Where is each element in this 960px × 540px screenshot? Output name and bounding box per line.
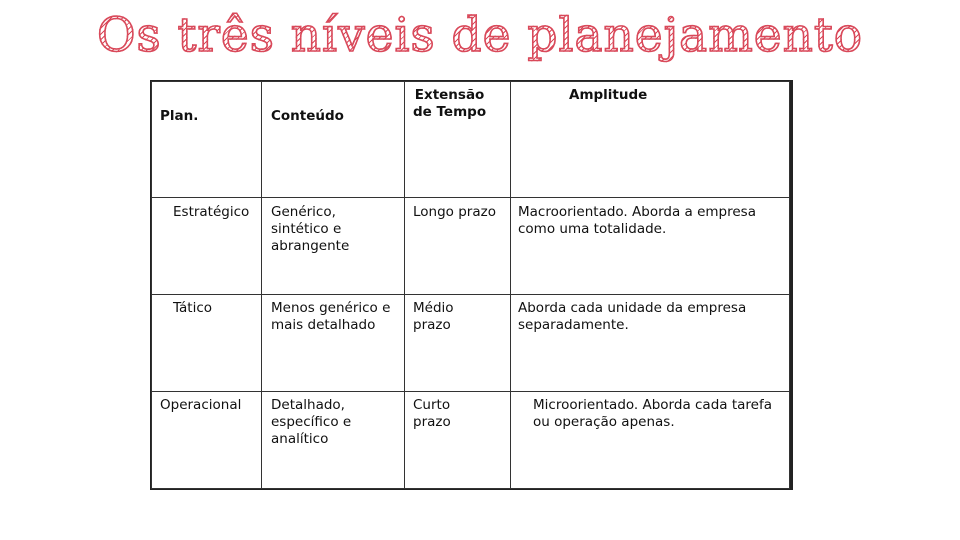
cell-time <box>405 295 511 392</box>
cell-time <box>405 392 511 489</box>
row-amplitude-text: Aborda cada unidade da empresa separadamente. <box>518 300 747 333</box>
header-cell-time <box>405 82 511 198</box>
row-time-text: Médio prazo <box>413 300 454 333</box>
cell-content <box>262 295 405 392</box>
cell-plan <box>152 198 262 295</box>
header-cell-plan <box>152 82 262 198</box>
cell-amplitude <box>511 295 790 392</box>
table-row <box>152 198 790 295</box>
row-plan-label: Operacional <box>160 397 242 413</box>
planning-levels-table <box>150 80 793 490</box>
row-plan-label: Tático <box>173 300 213 316</box>
cell-time <box>405 198 511 295</box>
table-header-row <box>152 82 790 198</box>
header-cell-content <box>262 82 405 198</box>
row-amplitude-text: Microorientado. Aborda cada tarefa ou operação apenas. <box>533 397 772 430</box>
row-plan-label: Estratégico <box>173 204 250 220</box>
header-plan-label: Plan. <box>160 108 199 124</box>
header-amplitude-label: Amplitude <box>569 87 648 103</box>
cell-plan <box>152 392 262 489</box>
row-content-text: Menos genérico e mais detalhado <box>271 300 391 333</box>
table-row <box>152 392 790 489</box>
header-cell-amplitude <box>511 82 790 198</box>
row-amplitude-text: Macroorientado. Aborda a empresa como uma totalidade. <box>518 204 756 237</box>
cell-content <box>262 392 405 489</box>
cell-amplitude <box>511 198 790 295</box>
header-content-label: Conteúdo <box>271 108 344 124</box>
row-time-text: Curto prazo <box>413 397 451 430</box>
cell-plan <box>152 295 262 392</box>
header-time-label: Extensão de Tempo <box>413 87 487 120</box>
row-time-text: Longo prazo <box>413 204 496 220</box>
row-content-text: Detalhado, específico e analítico <box>271 397 352 447</box>
slide-title: Os três níveis de planejamento <box>0 4 960 68</box>
table-row <box>152 295 790 392</box>
row-content-text: Genérico, sintético e abrangente <box>271 204 350 254</box>
cell-amplitude <box>511 392 790 489</box>
cell-content <box>262 198 405 295</box>
